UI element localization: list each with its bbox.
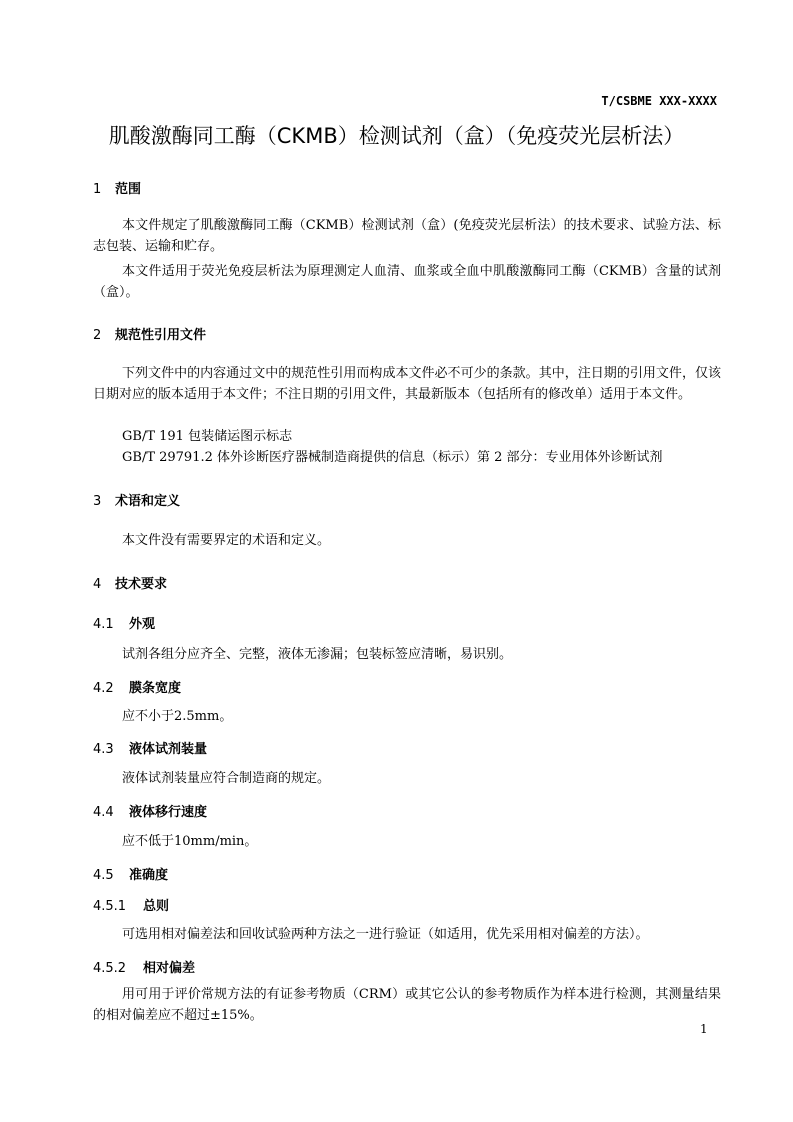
subsection-4-4-text: 应不低于10mm/min。 <box>122 834 258 849</box>
subsection-4-5-heading <box>93 864 168 883</box>
section-number: 3 <box>93 494 102 509</box>
subsection-4-2-text: 应不小于2.5mm。 <box>122 709 233 724</box>
section-2-heading <box>93 324 206 343</box>
clause-4-5-1-heading <box>93 895 169 914</box>
section-number: 4.5.1 <box>93 899 127 914</box>
section-title: 准确度 <box>129 868 169 883</box>
section-title: 规范性引用文件 <box>115 328 207 343</box>
normative-reference: GB/T 191 包装储运图示标志 <box>122 429 293 444</box>
section-number: 4 <box>93 577 102 592</box>
subsection-4-3-heading <box>93 738 207 757</box>
clause-4-5-1-text: 可选用相对偏差法和回收试验两种方法之一进行验证（如适用，优先采用相对偏差的方法）。 <box>122 927 649 942</box>
section-title: 总则 <box>143 899 170 914</box>
normative-reference: GB/T 29791.2 体外诊断医疗器械制造商提供的信息（标示）第 2 部分：专业用体外诊断试剂 <box>122 450 663 465</box>
section-title: 范围 <box>115 182 142 197</box>
section-title: 膜条宽度 <box>129 681 182 696</box>
document-title: 肌酸激酶同工酶（CKMB）检测试剂（盒）（免疫荧光层析法） <box>108 124 685 148</box>
clause-4-5-2-heading <box>93 957 195 976</box>
section-number: 4.5.2 <box>93 961 127 976</box>
subsection-4-4-heading <box>93 801 207 820</box>
subsection-4-1-heading <box>93 613 155 632</box>
section-title: 液体移行速度 <box>129 805 208 820</box>
section-number: 4.4 <box>93 805 114 820</box>
section-title: 相对偏差 <box>143 961 196 976</box>
section-1-paragraph-1: 本文件规定了肌酸激酶同工酶（CKMB）检测试剂（盒）(免疫荧光层析法）的技术要求、试验方法、标志包装、运输和贮存。 <box>93 218 721 254</box>
section-number: 2 <box>93 328 102 343</box>
section-number: 1 <box>93 182 102 197</box>
subsection-4-2-heading <box>93 677 181 696</box>
section-2-paragraph: 下列文件中的内容通过文中的规范性引用而构成本文件必不可少的条款。其中，注日期的引用文件，仅该日期对应的版本适用于本文件；不注日期的引用文件，其最新版本（包括所有的修改单）适用于本文件。 <box>93 366 721 402</box>
section-number: 4.5 <box>93 868 114 883</box>
section-1-heading <box>93 178 141 197</box>
section-1-paragraph-2: 本文件适用于荧光免疫层析法为原理测定人血清、血浆或全血中肌酸激酶同工酶（CKMB）含量的试剂（盒）。 <box>93 264 721 300</box>
section-4-heading <box>93 573 167 592</box>
subsection-4-3-text: 液体试剂装量应符合制造商的规定。 <box>122 771 331 786</box>
section-title: 外观 <box>129 617 156 632</box>
section-title: 术语和定义 <box>115 494 181 509</box>
clause-4-5-2-text: 用可用于评价常规方法的有证参考物质（CRM）或其它公认的参考物质作为样本进行检测，其测量结果的相对偏差应不超过±15%。 <box>93 987 721 1023</box>
section-3-paragraph: 本文件没有需要界定的术语和定义。 <box>122 533 331 548</box>
section-3-heading <box>93 490 180 509</box>
document-number: T/CSBME XXX-XXXX <box>601 94 717 108</box>
section-number: 4.1 <box>93 617 114 632</box>
section-number: 4.2 <box>93 681 114 696</box>
page-number: 1 <box>700 1022 708 1036</box>
section-number: 4.3 <box>93 742 114 757</box>
section-title: 技术要求 <box>115 577 168 592</box>
subsection-4-1-text: 试剂各组分应齐全、完整，液体无渗漏；包装标签应清晰，易识别。 <box>122 647 513 662</box>
section-title: 液体试剂装量 <box>129 742 208 757</box>
